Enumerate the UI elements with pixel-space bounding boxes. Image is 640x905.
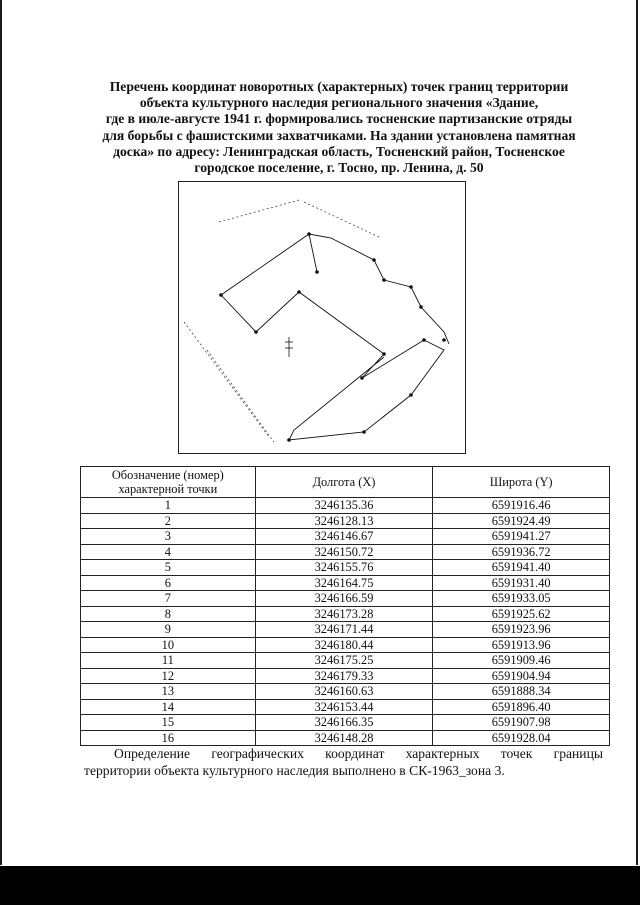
boundary-point-marker (409, 393, 413, 397)
table-row (81, 653, 610, 669)
boundary-points (219, 232, 446, 442)
boundary-point-marker (422, 338, 426, 342)
street-lines (184, 200, 379, 442)
table-row (81, 498, 610, 514)
longitude-cell: 3246128.13 (255, 513, 433, 529)
table-row (81, 684, 610, 700)
boundary-point-marker (254, 330, 258, 334)
latitude-cell: 6591896.40 (433, 699, 610, 715)
table-row (81, 529, 610, 545)
table-row (81, 668, 610, 684)
latitude-cell: 6591888.34 (433, 684, 610, 700)
table-row (81, 560, 610, 576)
street-line (219, 200, 299, 222)
point-number: 12 (81, 668, 256, 684)
longitude-cell: 3246135.36 (255, 498, 433, 514)
boundary-point-marker (372, 258, 376, 262)
point-number: 9 (81, 622, 256, 638)
boundary-point-marker (442, 338, 446, 342)
table-row (81, 544, 610, 560)
table-row (81, 730, 610, 746)
boundary-point-marker (287, 438, 291, 442)
latitude-cell: 6591909.46 (433, 653, 610, 669)
table-row (81, 591, 610, 607)
boundary-point-marker (362, 430, 366, 434)
point-number: 2 (81, 513, 256, 529)
longitude-cell: 3246150.72 (255, 544, 433, 560)
table-row (81, 622, 610, 638)
document-title (86, 79, 592, 176)
table-row (81, 715, 610, 731)
point-number: 16 (81, 730, 256, 746)
scan-edge-right (636, 0, 638, 865)
point-number: 6 (81, 575, 256, 591)
street-line (184, 322, 269, 437)
boundary-scheme-drawing (179, 182, 465, 453)
latitude-cell: 6591936.72 (433, 544, 610, 560)
boundary-scheme (178, 181, 466, 454)
longitude-cell: 3246166.35 (255, 715, 433, 731)
latitude-cell: 6591904.94 (433, 668, 610, 684)
latitude-cell: 6591924.49 (433, 513, 610, 529)
inner-line (309, 234, 317, 272)
header-longitude: Долгота (X) (255, 467, 433, 498)
street-line (304, 202, 379, 237)
longitude-cell: 3246166.59 (255, 591, 433, 607)
title-line: Перечень координат новоротных (характерных) точек границ территории (109, 79, 569, 94)
boundary-point-marker (360, 376, 364, 380)
longitude-cell: 3246146.67 (255, 529, 433, 545)
boundary-point-marker (315, 270, 319, 274)
latitude-cell: 6591916.46 (433, 498, 610, 514)
longitude-cell: 3246164.75 (255, 575, 433, 591)
scan-bottom-edge (0, 866, 640, 905)
note-line: Определение географических координат характерных точек границы (114, 746, 603, 761)
boundary-point-marker (219, 293, 223, 297)
latitude-cell: 6591923.96 (433, 622, 610, 638)
latitude-cell: 6591913.96 (433, 637, 610, 653)
coordinates-table (80, 466, 610, 746)
boundary-point-marker (297, 290, 301, 294)
latitude-cell: 6591907.98 (433, 715, 610, 731)
latitude-cell: 6591931.40 (433, 575, 610, 591)
title-line: объекта культурного наследия регионального значения «Здание, (139, 95, 539, 111)
latitude-cell: 6591941.40 (433, 560, 610, 576)
latitude-cell: 6591925.62 (433, 606, 610, 622)
longitude-cell: 3246148.28 (255, 730, 433, 746)
scheme-marks (285, 337, 293, 357)
longitude-cell: 3246180.44 (255, 637, 433, 653)
latitude-cell: 6591928.04 (433, 730, 610, 746)
point-number: 5 (81, 560, 256, 576)
boundary-point-marker (307, 232, 311, 236)
point-number: 10 (81, 637, 256, 653)
point-number: 7 (81, 591, 256, 607)
table-row (81, 575, 610, 591)
scan-edge-left (0, 0, 2, 865)
boundary-point-marker (409, 285, 413, 289)
header-latitude: Широта (Y) (433, 467, 610, 498)
point-number: 4 (81, 544, 256, 560)
longitude-cell: 3246155.76 (255, 560, 433, 576)
point-number: 8 (81, 606, 256, 622)
table-row (81, 699, 610, 715)
note-line: территории объекта культурного наследия выполнено в СК-1963_зона 3. (84, 763, 505, 778)
street-line (207, 350, 274, 442)
longitude-cell: 3246153.44 (255, 699, 433, 715)
coordinate-system-note (84, 745, 603, 779)
title-line: доска» по адресу: Ленинградская область, Тосненский район, Тосненское (113, 143, 565, 159)
boundary-point-marker (382, 278, 386, 282)
boundary-point-marker (382, 352, 386, 356)
latitude-cell: 6591933.05 (433, 591, 610, 607)
point-number: 13 (81, 684, 256, 700)
point-number: 1 (81, 498, 256, 514)
title-line: для борьбы с фашистскими захватчиками. На здании установлена памятная (102, 127, 576, 143)
longitude-cell: 3246173.28 (255, 606, 433, 622)
latitude-cell: 6591941.27 (433, 529, 610, 545)
table-row (81, 606, 610, 622)
table-header-row (81, 467, 610, 498)
point-number: 14 (81, 699, 256, 715)
longitude-cell: 3246175.25 (255, 653, 433, 669)
longitude-cell: 3246171.44 (255, 622, 433, 638)
title-line: где в июле-августе 1941 г. формировались тосненские партизанские отряды (105, 111, 573, 127)
title-line: городское поселение, г. Тосно, пр. Ленина, д. 50 (194, 160, 484, 176)
point-number: 3 (81, 529, 256, 545)
longitude-cell: 3246160.63 (255, 684, 433, 700)
table-row (81, 637, 610, 653)
boundary-outline (221, 234, 449, 440)
point-number: 11 (81, 653, 256, 669)
longitude-cell: 3246179.33 (255, 668, 433, 684)
header-point-number: Обозначение (номер) характерной точки (81, 467, 256, 498)
point-number: 15 (81, 715, 256, 731)
table-row (81, 513, 610, 529)
boundary-point-marker (419, 305, 423, 309)
